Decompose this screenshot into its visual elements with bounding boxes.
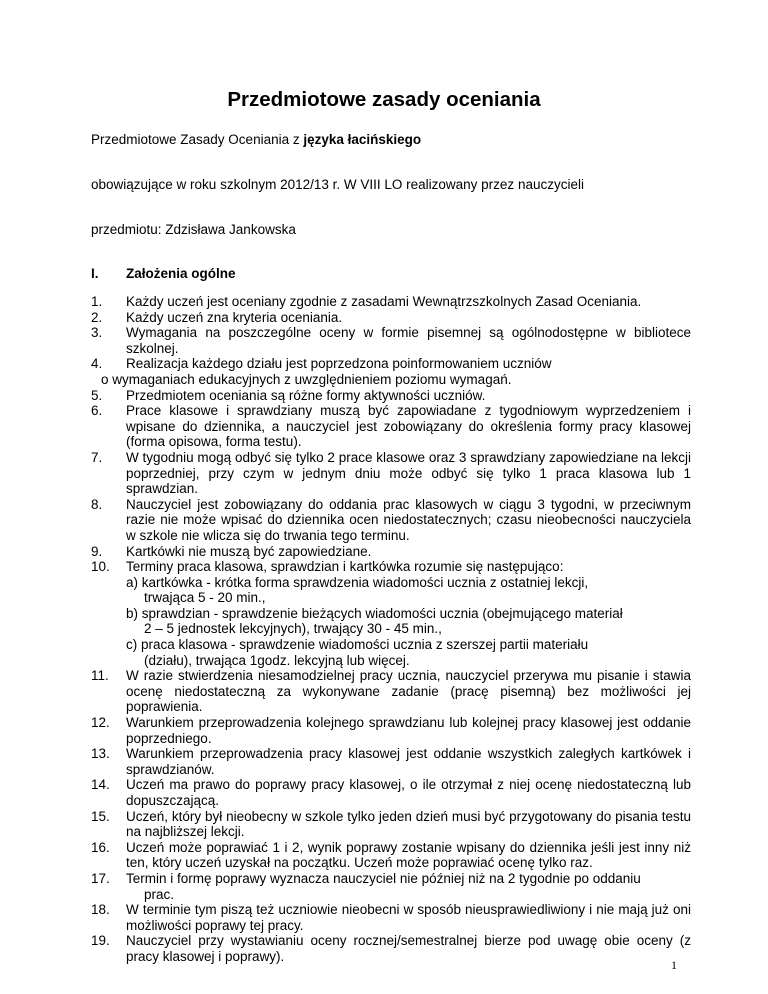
list-item-number: 15.	[91, 808, 110, 824]
list-item-number: 17.	[91, 870, 110, 886]
list-item	[91, 497, 691, 544]
sub-item-continued: (działu), trwająca 1godz. lekcyjną lub więcej.	[144, 652, 410, 668]
list-item-text: Prace klasowe i sprawdziany muszą być zapowiadane z tygodniowym wyprzedzeniem i wpisane do dziennika, a nauczyciel jest zobowiązany do określenia formy pracy klasowej (forma opisowa, forma testu).	[126, 403, 691, 450]
list-item	[91, 559, 691, 668]
list-item	[91, 933, 691, 964]
intro-line-teacher: przedmiotu: Zdzisława Jankowska	[91, 222, 296, 237]
sub-item: c) praca klasowa - sprawdzenie wiadomości ucznia z szerszej partii materiału	[126, 637, 589, 653]
list-item	[91, 403, 691, 450]
page-number: 1	[671, 958, 677, 972]
list-item-text: Nauczyciel przy wystawianiu oceny rocznej/semestralnej bierze pod uwagę obie oceny (z pracy klasowej i poprawy).	[126, 933, 691, 964]
list-item-text: W terminie tym piszą też uczniowie nieobecni w sposób nieusprawiedliwiony i nie mają już oni możliwości poprawy tej pracy.	[126, 902, 691, 933]
list-item	[91, 388, 691, 404]
intro-subject: języka łacińskiego	[303, 132, 422, 147]
rules-list	[91, 294, 691, 965]
list-item	[91, 871, 691, 902]
section-title: Założenia ogólne	[126, 266, 236, 281]
list-item-number: 11.	[91, 668, 109, 684]
list-item	[91, 840, 691, 871]
list-item	[91, 294, 691, 310]
list-item	[91, 777, 691, 808]
list-item-number: 2.	[91, 309, 103, 325]
list-item-text-continued: o wymaganiach edukacyjnych z uwzględnieniem poziomu wymagań.	[101, 371, 512, 387]
list-item-number: 4.	[91, 356, 103, 372]
list-item-text: Uczeń może poprawiać 1 i 2, wynik poprawy zostanie wpisany do dziennika jeśli jest inny niż ten, który uczeń uzyskał na początku. Uczeń może poprawiać ocenę tylko raz.	[126, 839, 691, 871]
list-item-text: W tygodniu mogą odbyć się tylko 2 prace klasowe oraz 3 sprawdziany zapowiedziane na lekcji poprzedniej, przy czym w jednym dniu może odbyć się tylko 1 praca klasowa lub 1 sprawdzian.	[126, 449, 691, 497]
list-item-text: Nauczyciel jest zobowiązany do oddania prac klasowych w ciągu 3 tygodni, w przeciwnym razie nie może wpisać do dziennika ocen niedostatecznych; czasu nieobecności nauczyciela w szkole nie wlicza się do trwania tego terminu.	[126, 496, 691, 543]
intro-line-school-year: obowiązujące w roku szkolnym 2012/13 r. W VIII LO realizowany przez nauczycieli	[91, 177, 584, 192]
list-item-text: Warunkiem przeprowadzenia pracy klasowej jest oddanie wszystkich zaległych kartkówek i sprawdzianów.	[126, 746, 691, 777]
sub-item: a) kartkówka - krótka forma sprawdzenia wiadomości ucznia z ostatniej lekcji,	[126, 574, 589, 590]
list-item-number: 10.	[91, 559, 110, 575]
list-item-text: Uczeń ma prawo do poprawy pracy klasowej, o ile otrzymał z niej ocenę niedostateczną lub dopuszczającą.	[126, 777, 691, 808]
list-item	[91, 310, 691, 326]
list-item-number: 13.	[91, 746, 110, 762]
list-item-text: Termin i formę poprawy wyznacza nauczyciel nie później niż na 2 tygodnie po oddaniu	[126, 870, 641, 886]
list-item-text: Terminy praca klasowa, sprawdzian i kartkówka rozumie się następująco:	[126, 559, 564, 575]
list-item-number: 19.	[91, 933, 110, 949]
sub-item-continued: trwająca 5 - 20 min.,	[144, 590, 266, 606]
list-item-text-continued: prac.	[144, 886, 175, 902]
list-item-number: 1.	[91, 294, 103, 309]
list-item	[91, 668, 691, 715]
list-item-text: Realizacja każdego działu jest poprzedzona poinformowaniem uczniów	[126, 356, 552, 372]
list-item-number: 6.	[91, 403, 103, 419]
sub-item-continued: 2 – 5 jednostek lekcyjnych), trwający 30 - 45 min.,	[144, 621, 442, 637]
list-item	[91, 809, 691, 840]
list-item	[91, 544, 691, 560]
list-item-number: 14.	[91, 777, 110, 793]
sub-item: b) sprawdzian - sprawdzenie bieżących wiadomości ucznia (obejmującego materiał	[126, 605, 623, 621]
list-item-text: Kartkówki nie muszą być zapowiedziane.	[126, 543, 372, 559]
list-item-number: 5.	[91, 387, 103, 403]
list-item-number: 7.	[91, 449, 103, 465]
list-item-text: Przedmiotem oceniania są różne formy aktywności uczniów.	[126, 387, 486, 403]
list-item	[91, 356, 691, 387]
list-item	[91, 715, 691, 746]
list-item-text: Warunkiem przeprowadzenia kolejnego sprawdzianu lub kolejnej pracy klasowej jest oddanie poprzedniego.	[126, 715, 691, 746]
intro-prefix: Przedmiotowe Zasady Oceniania z	[91, 132, 304, 147]
list-item	[91, 902, 691, 933]
section-heading	[91, 266, 236, 281]
section-number: I.	[91, 266, 99, 281]
intro-line-subject	[91, 132, 421, 147]
list-item-number: 9.	[91, 543, 103, 559]
list-item-text: Uczeń, który był nieobecny w szkole tylko jeden dzień musi być przygotowany do pisania testu na najbliższej lekcji.	[126, 808, 691, 840]
page-title: Przedmiotowe zasady oceniania	[227, 88, 541, 111]
list-item-number: 18.	[91, 902, 110, 918]
list-item	[91, 325, 691, 356]
list-item-text: W razie stwierdzenia niesamodzielnej pracy ucznia, nauczyciel przerywa mu pisanie i stawia ocenę niedostateczną za wykonywane zadanie (pracę pisemną) bez możliwości jej poprawienia.	[126, 668, 691, 715]
list-item-number: 8.	[91, 496, 103, 512]
list-item-text: Wymagania na poszczególne oceny w formie pisemnej są ogólnodostępne w bibliotece szkolnej.	[126, 325, 691, 356]
list-item-number: 12.	[91, 715, 110, 731]
list-item	[91, 746, 691, 777]
list-item-number: 16.	[91, 839, 110, 855]
list-item-text: Każdy uczeń zna kryteria oceniania.	[126, 309, 343, 325]
list-item-number: 3.	[91, 325, 103, 341]
list-item	[91, 450, 691, 497]
list-item-text: Każdy uczeń jest oceniany zgodnie z zasadami Wewnątrzszkolnych Zasad Oceniania.	[126, 294, 642, 309]
